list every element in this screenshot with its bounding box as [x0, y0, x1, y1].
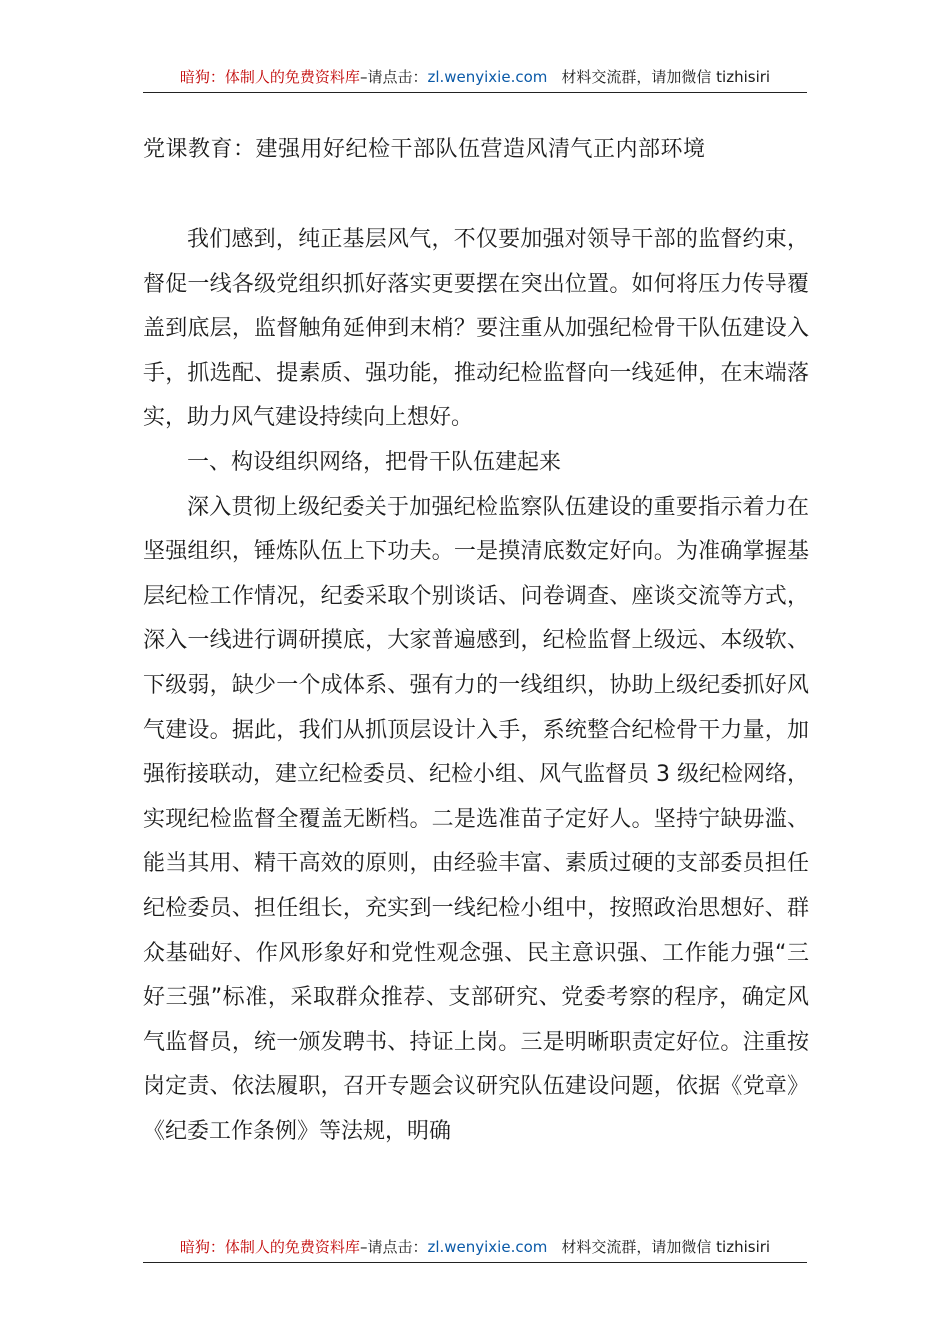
footer-wechat-note: 材料交流群，请加微信 tizhisiri	[561, 1238, 771, 1256]
document-title: 党课教育：建强用好纪检干部队伍营造风清气正内部环境	[143, 137, 706, 162]
footer-brand: 暗狗：体制人的免费资料库	[179, 1238, 360, 1256]
footer-link-prefix: –请点击：	[359, 1238, 428, 1256]
header-link-prefix: –请点击：	[359, 68, 428, 86]
paragraph-section-1: 深入贯彻上级纪委关于加强纪检监察队伍建设的重要指示着力在坚强组织，锤炼队伍上下功夫。一是摸清底数定好向。为准确掌握基层纪检工作情况，纪委采取个别谈话、问卷调查、座谈交流等方式，深入一线进行调研摸底，大家普遍感到，纪检监督上级远、本级软、下级弱，缺少一个成体系、强有力的一线组织，协助上级纪委抓好风气建设。据此，我们从抓顶层设计入手，系统整合纪检骨干力量，加强衔接联动，建立纪检委员、纪检小组、风气监督员 3 级纪检网络，实现纪检监督全覆盖无断档。二是选准苗子定好人。坚持宁缺毋滥、能当其用、精干高效的原则，由经验丰富、素质过硬的支部委员担任纪检委员、担任组长，充实到一线纪检小组中，按照政治思想好、群众基础好、作风形象好和党性观念强、民主意识强、工作能力强“三好三强”标准，采取群众推荐、支部研究、党委考察的程序，确定风气监督员，统一颁发聘书、持证上岗。三是明晰职责定好位。注重按岗定责、依法履职，召开专题会议研究队伍建设问题，依据《党章》《纪委工作条例》等法规，明确	[143, 494, 809, 1144]
header-brand: 暗狗：体制人的免费资料库	[179, 68, 360, 86]
header-link[interactable]: zl.wenyixie.com	[427, 68, 548, 86]
document-body	[143, 218, 809, 1154]
paragraph-intro: 我们感到，纯正基层风气，不仅要加强对领导干部的监督约束，督促一线各级党组织抓好落实更要摆在突出位置。如何将压力传导覆盖到底层，监督触角延伸到末梢？要注重从加强纪检骨干队伍建设入手，抓选配、提素质、强功能，推动纪检监督向一线延伸，在末端落实，助力风气建设持续向上想好。	[143, 227, 809, 431]
page-header	[143, 66, 807, 93]
page-footer	[143, 1236, 807, 1263]
footer-link[interactable]: zl.wenyixie.com	[427, 1238, 548, 1256]
header-wechat-note: 材料交流群，请加微信 tizhisiri	[561, 68, 771, 86]
section-heading: 一、构设组织网络，把骨干队伍建起来	[187, 449, 562, 475]
